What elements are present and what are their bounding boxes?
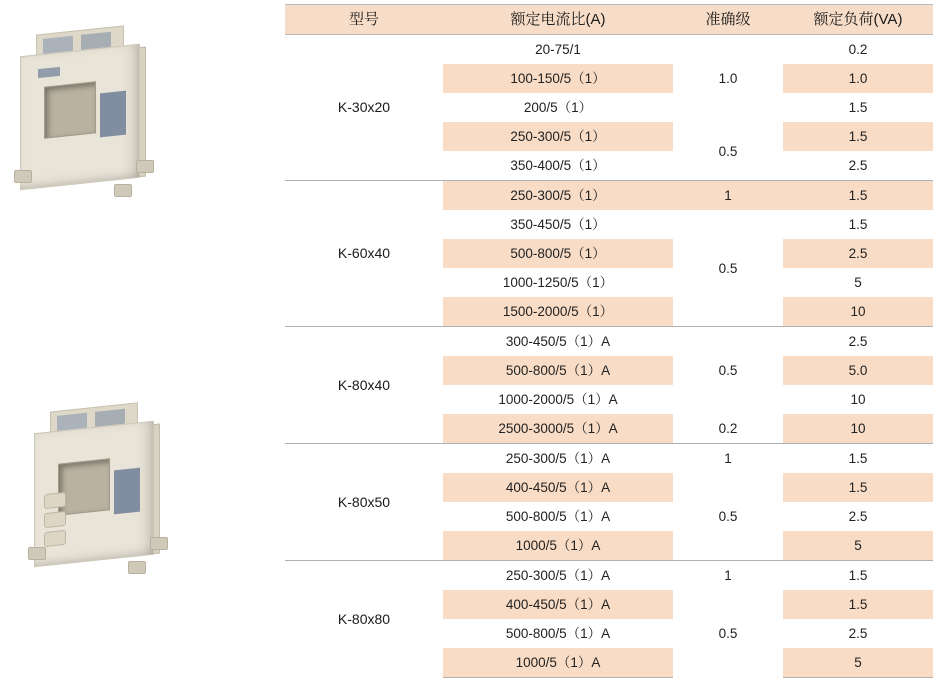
column-header-class: 准确级 xyxy=(673,5,783,35)
cell-current-ratio: 1000-2000/5（1）A xyxy=(498,392,618,407)
cell-current-ratio: 350-400/5（1） xyxy=(510,158,606,173)
cell-rated-burden: 5 xyxy=(854,275,862,290)
specification-table-container xyxy=(285,4,937,678)
cell-current-ratio: 400-450/5（1）A xyxy=(443,590,673,619)
cell-current-ratio: 200/5（1） xyxy=(523,100,593,115)
cell-current-ratio: 300-450/5（1）A xyxy=(443,327,673,357)
cell-rated-burden: 1.5 xyxy=(783,444,933,474)
cell-model: K-80x40 xyxy=(285,327,443,444)
cell-model: K-60x40 xyxy=(285,181,443,327)
cell-rated-burden: 1.5 xyxy=(848,217,868,232)
cell-accuracy-class: 0.5 xyxy=(718,260,738,276)
cell-current-ratio: 1500-2000/5（1） xyxy=(443,297,673,327)
cell-accuracy-class: 1 xyxy=(673,561,783,591)
cell-accuracy-class: 0.5 xyxy=(673,327,783,415)
ct-core-window xyxy=(44,81,96,138)
ct-foot-center xyxy=(114,184,132,197)
cell-rated-burden: 2.5 xyxy=(848,158,868,173)
cell-accuracy-class: 1.0 xyxy=(718,71,738,86)
specification-table xyxy=(285,4,933,678)
ct-foot-left xyxy=(28,547,46,560)
cell-current-ratio: 250-300/5（1）A xyxy=(443,444,673,474)
cell-current-ratio: 1000/5（1）A xyxy=(443,648,673,678)
cell-current-ratio: 250-300/5（1）A xyxy=(443,561,673,591)
current-transformer-k30x20-photo xyxy=(8,28,156,203)
cell-rated-burden: 1.5 xyxy=(848,100,868,115)
cell-model: K-30x20 xyxy=(337,99,391,115)
cell-current-ratio: 400-450/5（1）A xyxy=(443,473,673,502)
table-row xyxy=(285,35,933,65)
table-row xyxy=(285,444,933,474)
column-header-model: 型号 xyxy=(285,5,443,35)
cell-current-ratio: 250-300/5（1） xyxy=(443,122,673,151)
cell-current-ratio: 350-450/5（1） xyxy=(510,217,606,232)
cell-model: K-80x50 xyxy=(285,444,443,561)
cell-rated-burden: 1.0 xyxy=(783,64,933,93)
cell-rated-burden: 10 xyxy=(783,414,933,444)
cell-current-ratio: 500-800/5（1）A xyxy=(505,626,611,641)
ct-foot-left xyxy=(14,170,32,183)
table-header-row xyxy=(285,5,933,35)
ct-terminal-block xyxy=(44,492,66,546)
cell-accuracy-class: 0.5 xyxy=(718,626,738,642)
cell-rated-burden: 5 xyxy=(783,648,933,678)
table-header xyxy=(285,5,933,35)
cell-rated-burden: 5.0 xyxy=(783,356,933,385)
cell-accuracy-class: 0.2 xyxy=(718,421,738,436)
cell-accuracy-class: 1 xyxy=(673,181,783,211)
ct-terminal xyxy=(44,492,66,509)
cell-rated-burden: 2.5 xyxy=(783,239,933,268)
ct-foot-right xyxy=(150,537,168,550)
column-header-ratio: 额定电流比(A) xyxy=(443,5,673,35)
table-row xyxy=(285,181,933,211)
cell-rated-burden: 1.5 xyxy=(783,473,933,502)
cell-rated-burden: 0.2 xyxy=(848,42,868,57)
cell-current-ratio: 1000-1250/5（1） xyxy=(502,275,614,290)
cell-accuracy-class: 1 xyxy=(673,444,783,474)
column-header-burden: 额定负荷(VA) xyxy=(783,5,933,35)
cell-current-ratio: 1000/5（1）A xyxy=(443,531,673,561)
cell-current-ratio: 20-75/1 xyxy=(535,42,581,57)
ct-illustration xyxy=(22,405,170,580)
cell-rated-burden: 1.5 xyxy=(783,561,933,591)
ct-foot-center xyxy=(128,561,146,574)
cell-rated-burden: 1.5 xyxy=(783,181,933,211)
cell-accuracy-class: 0.5 xyxy=(718,143,738,159)
ct-rating-label xyxy=(100,91,126,138)
cell-current-ratio: 500-800/5（1）A xyxy=(443,356,673,385)
cell-accuracy-class: 0.5 xyxy=(718,509,738,524)
ct-terminal xyxy=(44,511,66,528)
ct-illustration xyxy=(8,28,156,203)
cell-rated-burden: 2.5 xyxy=(848,509,868,524)
current-transformer-k80x50-photo xyxy=(22,405,170,580)
ct-foot-right xyxy=(136,160,154,173)
cell-rated-burden: 10 xyxy=(850,392,866,407)
table-body xyxy=(285,35,933,678)
table-row xyxy=(285,327,933,357)
cell-rated-burden: 2.5 xyxy=(783,327,933,357)
cell-rated-burden: 1.5 xyxy=(783,590,933,619)
cell-current-ratio: 100-150/5（1） xyxy=(443,64,673,93)
cell-rated-burden: 2.5 xyxy=(848,626,868,641)
cell-current-ratio: 500-800/5（1） xyxy=(443,239,673,268)
cell-model: K-80x80 xyxy=(285,561,443,678)
table-row xyxy=(285,561,933,591)
cell-current-ratio: 500-800/5（1）A xyxy=(505,509,611,524)
ct-terminal xyxy=(44,530,66,547)
ct-rating-label xyxy=(114,468,140,515)
cell-rated-burden: 5 xyxy=(783,531,933,561)
cell-rated-burden: 1.5 xyxy=(783,122,933,151)
cell-rated-burden: 10 xyxy=(783,297,933,327)
cell-current-ratio: 250-300/5（1） xyxy=(443,181,673,211)
cell-current-ratio: 2500-3000/5（1）A xyxy=(443,414,673,444)
product-photo-column xyxy=(0,0,285,691)
